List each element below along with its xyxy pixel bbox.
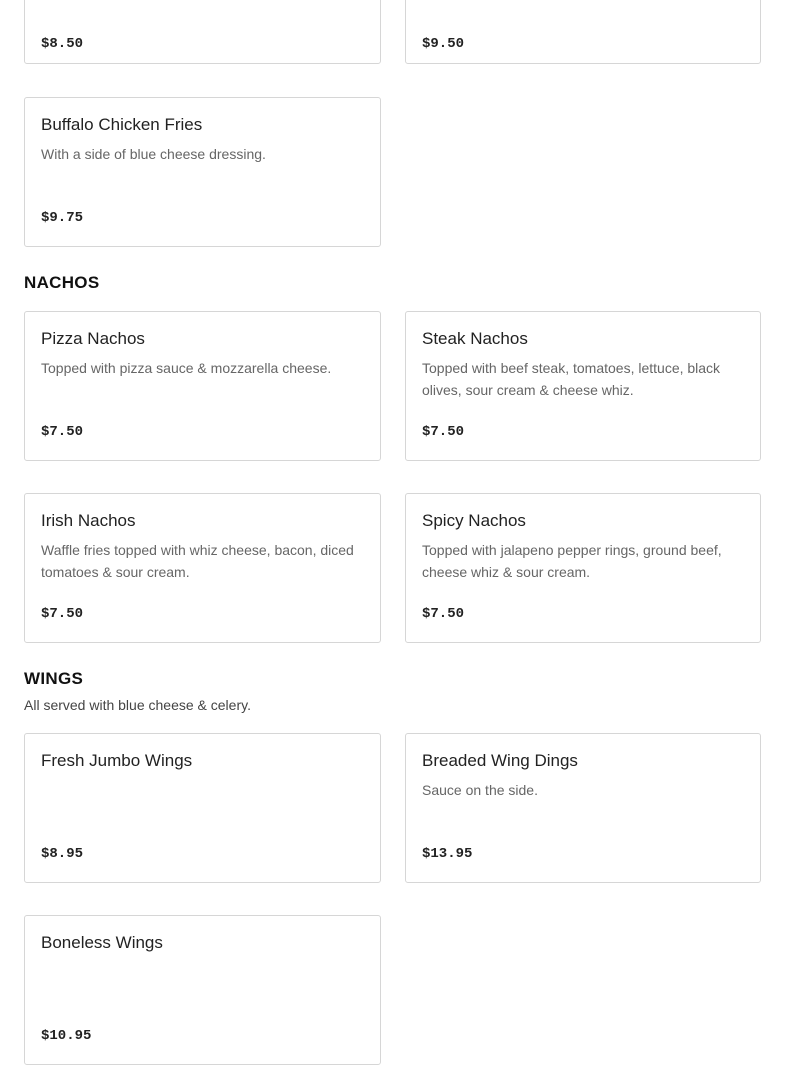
section-title-nachos: NACHOS [24, 273, 100, 292]
item-name: Fresh Jumbo Wings [41, 751, 193, 770]
item-price: $7.50 [41, 424, 84, 440]
item-name: Breaded Wing Dings [422, 751, 578, 770]
item-price: $8.50 [41, 36, 84, 52]
menu-item-card[interactable] [405, 733, 761, 883]
menu-item-card[interactable] [24, 733, 381, 883]
item-price: $9.50 [422, 36, 465, 52]
item-name: Steak Nachos [422, 329, 528, 348]
menu-item-card[interactable] [24, 311, 381, 461]
item-description: Topped with pizza sauce & mozzarella cheese. [41, 360, 332, 376]
item-name: Pizza Nachos [41, 329, 145, 348]
item-name: Boneless Wings [41, 933, 163, 952]
item-name: Buffalo Chicken Fries [41, 115, 203, 134]
item-description: Sauce on the side. [422, 782, 538, 798]
menu-item-card[interactable] [24, 0, 381, 64]
item-description: Topped with jalapeno pepper rings, ground beef, cheese whiz & sour cream. [422, 542, 722, 580]
item-price: $7.50 [422, 424, 465, 440]
menu-item-card[interactable] [405, 0, 761, 64]
item-price: $7.50 [422, 606, 465, 622]
item-name: Irish Nachos [41, 511, 136, 530]
item-description: With a side of blue cheese dressing. [41, 146, 266, 162]
item-price: $9.75 [41, 210, 84, 226]
section-title-wings: WINGS [24, 669, 84, 688]
item-description: Topped with beef steak, tomatoes, lettuce, black olives, sour cream & cheese whiz. [422, 360, 721, 398]
item-description: Waffle fries topped with whiz cheese, bacon, diced tomatoes & sour cream. [41, 542, 354, 580]
menu-item-card[interactable] [24, 493, 381, 643]
section-note: All served with blue cheese & celery. [24, 697, 251, 713]
item-price: $7.50 [41, 606, 84, 622]
item-name: Spicy Nachos [422, 511, 526, 530]
item-price: $13.95 [422, 846, 473, 862]
menu-item-card[interactable] [24, 915, 381, 1065]
menu-item-card[interactable] [405, 493, 761, 643]
item-price: $10.95 [41, 1028, 92, 1044]
menu-item-card[interactable] [405, 311, 761, 461]
item-price: $8.95 [41, 846, 84, 862]
menu-item-card[interactable] [24, 97, 381, 247]
